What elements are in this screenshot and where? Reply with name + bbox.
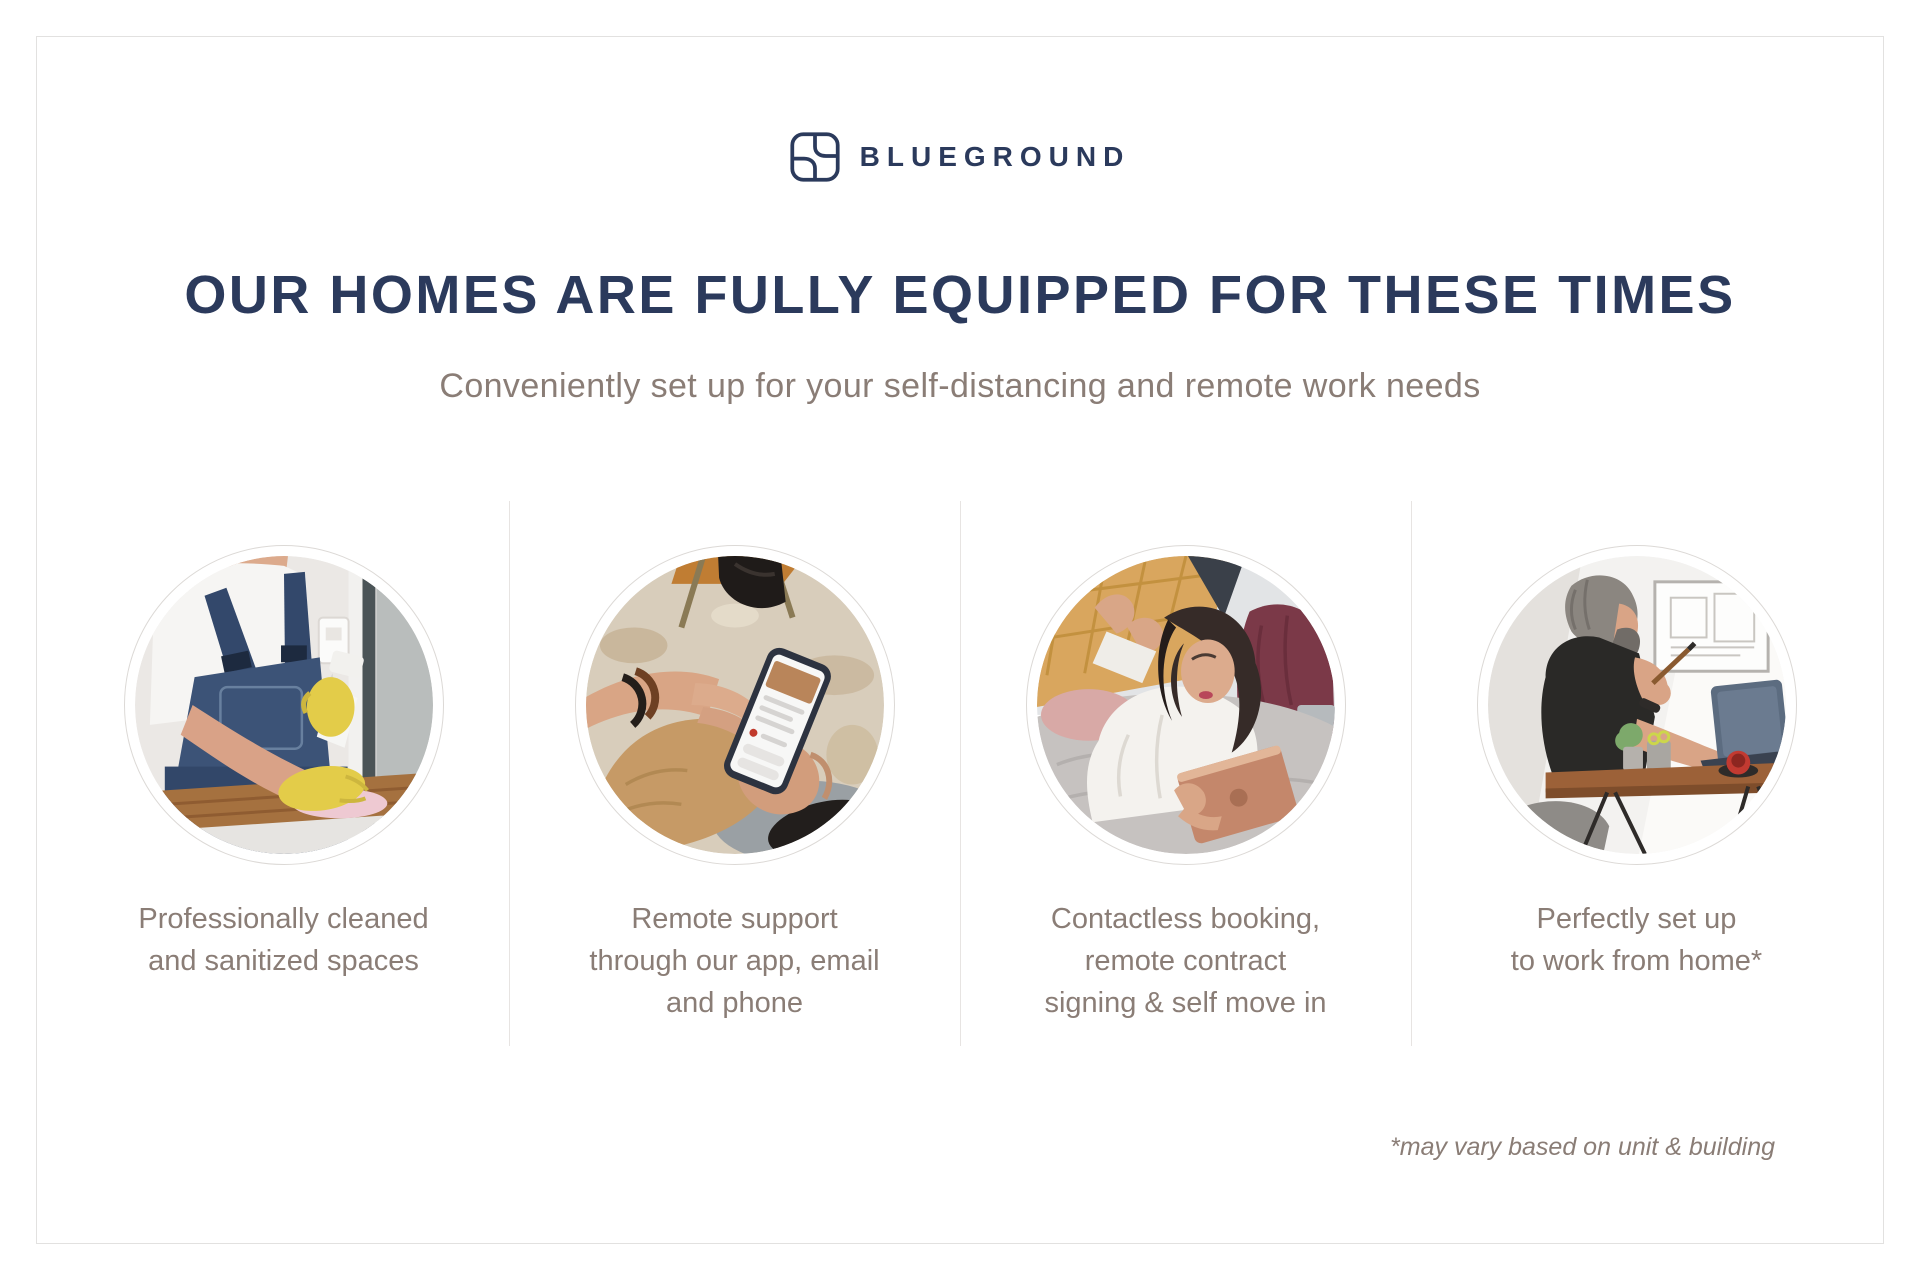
cleaning-photo (135, 556, 433, 854)
tablet-booking-photo (1037, 556, 1335, 854)
feature-cleaning (59, 501, 509, 1049)
caption-line: Perfectly set up (1536, 902, 1737, 935)
feature-work-from-home (1412, 501, 1862, 1049)
footnote: *may vary based on unit & building (1390, 1132, 1775, 1161)
photo-ring (575, 545, 895, 865)
caption-line: Contactless booking, (1050, 902, 1321, 935)
feature-caption (589, 898, 879, 1024)
page-title: OUR HOMES ARE FULLY EQUIPPED FOR THESE TIMES (184, 265, 1736, 325)
photo-ring (1477, 545, 1797, 865)
content-card (36, 36, 1884, 1244)
blueground-wordmark: BLUEGROUND (859, 141, 1131, 172)
caption-line: and sanitized spaces (148, 944, 419, 977)
caption-line: Remote support (631, 902, 838, 935)
photo-ring (1026, 545, 1346, 865)
caption-line: through our app, email (589, 944, 880, 977)
blueground-logo (790, 132, 1131, 182)
caption-line: Professionally cleaned (138, 902, 429, 935)
photo-ring (124, 545, 444, 865)
home-office-photo (1488, 556, 1786, 854)
caption-line: to work from home* (1510, 944, 1763, 977)
caption-line: remote contract (1084, 944, 1287, 977)
feature-caption (138, 898, 428, 982)
blueground-logo-icon (790, 132, 840, 182)
caption-line: signing & self move in (1044, 986, 1327, 1019)
feature-caption (1044, 898, 1326, 1024)
feature-contactless-booking (961, 501, 1411, 1049)
app-phone-photo (586, 556, 884, 854)
feature-caption (1511, 898, 1762, 982)
page-subtitle: Conveniently set up for your self-distancing and remote work needs (439, 367, 1481, 405)
caption-line: and phone (665, 986, 804, 1019)
feature-remote-support (510, 501, 960, 1049)
features-row (59, 501, 1862, 1049)
